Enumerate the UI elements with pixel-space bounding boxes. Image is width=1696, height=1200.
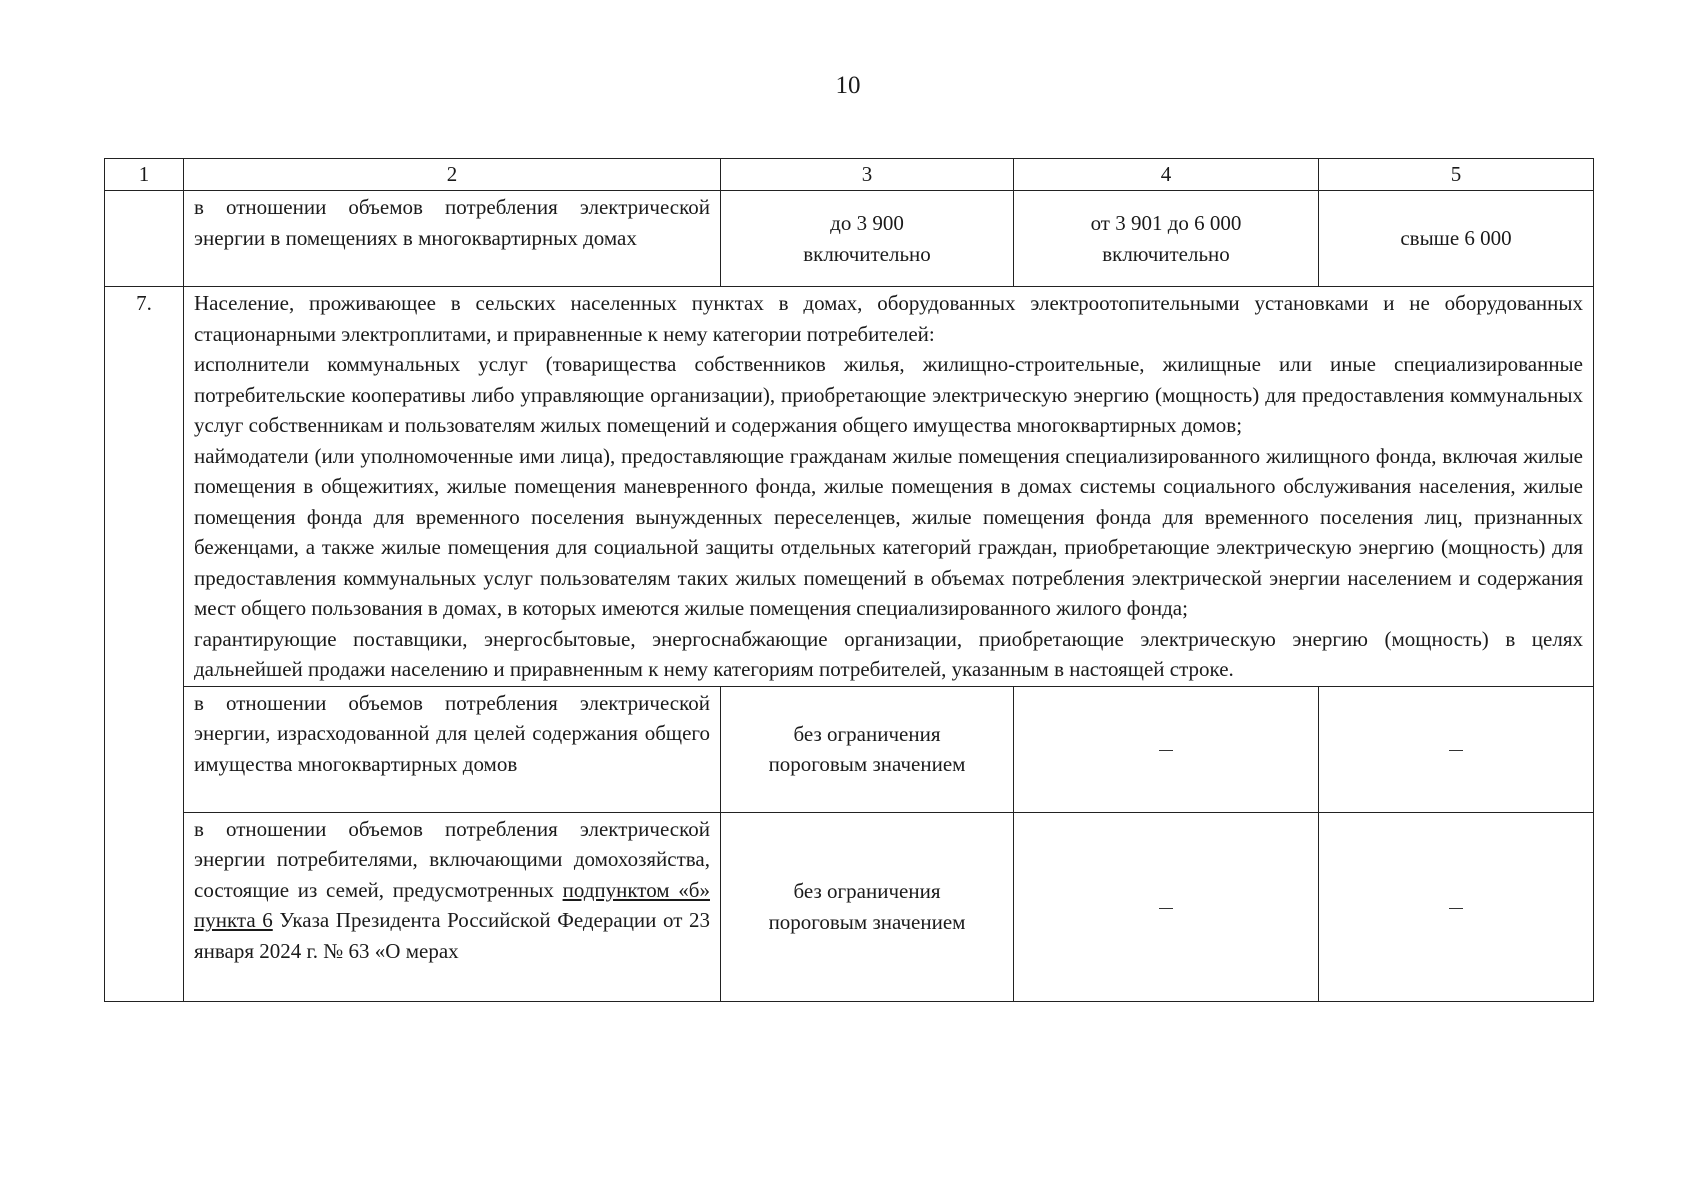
sub-a-col3-line1: без ограничения [793, 721, 941, 746]
row-7-paragraph-4: гарантирующие поставщики, энергосбытовые, энергоснабжающие организации, приобретающие электрическую энергию (мощность) в целях дальнейшей продажи населению и приравненным к нему категориям потребителей, указанным в настоящей строке. [194, 626, 1583, 681]
row-prev-description: в отношении объемов потребления электрической энергии в помещениях в многоквартирных домах [184, 191, 721, 287]
header-col-2: 2 [184, 159, 721, 191]
page-number: 10 [835, 72, 861, 99]
dash-mark [1449, 908, 1463, 909]
header-row [105, 159, 1594, 191]
sub-b-col5 [1319, 812, 1594, 1001]
sub-b-col3-line1: без ограничения [793, 879, 941, 903]
row-7-number: 7. [105, 287, 184, 1002]
header-col-5: 5 [1319, 159, 1594, 191]
row-prev-col4 [1014, 191, 1319, 287]
sub-b-text-part1: в отношении объемов потребления электрической энергии потребителями, включающими домохозяйства, состоящие из семей, предусмотренных [194, 816, 710, 902]
sub-a-description: в отношении объемов потребления электрической энергии, израсходованной для целей содержания общего имущества многоквартирных домов [184, 686, 721, 812]
sub-a-col3-line2: пороговым значением [768, 752, 966, 776]
sub-b-description-text [194, 814, 710, 1000]
row-prev-col5: свыше 6 000 [1319, 191, 1594, 287]
sub-b-col3 [721, 812, 1014, 1001]
sub-b-col4 [1014, 812, 1319, 1001]
row-7-paragraph-3: наймодатели (или уполномоченные ими лица), предоставляющие гражданам жилые помещения специализированного жилищного фонда, включая жилые помещения в общежитиях, жилые помещения маневренного фонда, жилые помещения в домах системы социального обслуживания населения, жилые помещения фонда для временного поселения вынужденных переселенцев, жилые помещения фонда для временного поселения лиц, признанных беженцами, а также жилые помещения для социальной защиты отдельных категорий граждан, приобретающие электрическую энергию (мощность) для предоставления коммунальных услуг пользователям таких жилых помещений в объемах потребления электрической энергии населением и содержания мест общего пользования в домах, в которых имеются жилые помещения специализированного жилого фонда; [194, 443, 1583, 620]
sub-b-col3-line2: пороговым значением [768, 909, 966, 934]
dash-mark [1159, 750, 1173, 751]
sub-b-text-part2: Указа Президента Российской Федерации от 23 января 2024 г. № 63 «О мерах [194, 908, 710, 963]
row-prev-col3 [721, 191, 1014, 287]
row-7-description [184, 287, 1594, 687]
header-col-1: 1 [105, 159, 184, 191]
row-prev-col3-line2: включительно [803, 241, 931, 266]
row-prev-col4-line1: от 3 901 до 6 000 [1090, 211, 1242, 235]
row-prev-number [105, 191, 184, 287]
row-prev-col4-line2: включительно [1102, 241, 1230, 266]
sub-a-col5 [1319, 686, 1594, 812]
row-7-paragraph-1: Население, проживающее в сельских населенных пунктах в домах, оборудованных электроотопительными установками и не оборудованных стационарными электроплитами, и приравненные к нему категории потребителей: [194, 291, 1583, 346]
sub-a-col4 [1014, 686, 1319, 812]
tariff-thresholds-table [104, 158, 1594, 1002]
table-row-7-sub-a [105, 686, 1594, 812]
sub-b-link-subpoint[interactable]: подпунктом «б» пункта 6 [194, 877, 710, 932]
table-row-7 [105, 287, 1594, 687]
header-col-3: 3 [721, 159, 1014, 191]
dash-mark [1159, 908, 1173, 909]
sub-a-col3 [721, 686, 1014, 812]
row-7-paragraph-2: исполнители коммунальных услуг (товарищества собственников жилья, жилищно-строительные, жилищные или иные специализированные потребительские кооперативы либо управляющие организации), приобретающие электрическую энергию (мощность) для предоставления коммунальных услуг собственникам и пользователям жилых помещений и содержания общего имущества многоквартирных домов; [194, 352, 1583, 437]
row-prev-col3-line1: до 3 900 [830, 211, 904, 235]
header-col-4: 4 [1014, 159, 1319, 191]
table-row-7-sub-b [105, 812, 1594, 1001]
sub-b-description [184, 812, 721, 1001]
dash-mark [1449, 750, 1463, 751]
table-row-prev [105, 191, 1594, 287]
